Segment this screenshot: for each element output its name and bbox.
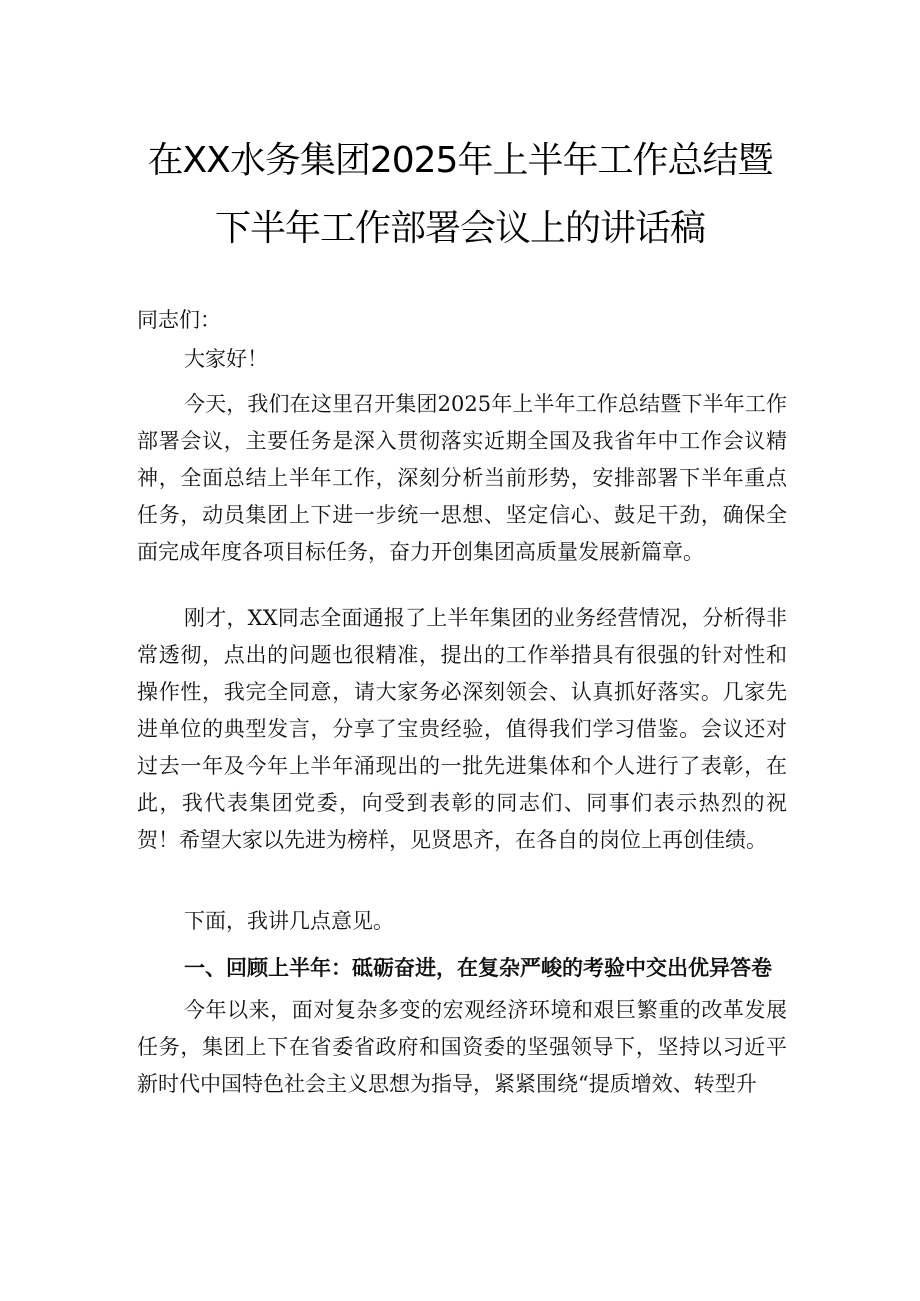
document-title-line-2: 下半年工作部署会议上的讲话稿 bbox=[214, 208, 705, 249]
salutation: 同志们： bbox=[137, 308, 221, 332]
section-heading-1: 一、回顾上半年：砥砺奋进，在复杂严峻的考验中交出优异答卷 bbox=[184, 955, 772, 980]
paragraph-transition: 下面，我讲几点意见。 bbox=[184, 909, 394, 933]
document-title-line-1: 在XX水务集团2025年上半年工作总结暨 bbox=[147, 140, 773, 181]
paragraph-commendation: 刚才，XX同志全面通报了上半年集团的业务经营情况，分析得非常透彻，点出的问题也很精准，提出的工作举措具有很强的针对性和操作性，我完全同意，请大家务必深刻领会、认真抓好落实。几家先进单位的典型发言，分享了宝贵经验，值得我们学习借鉴。会议还对过去一年及今年上半年涌现出的一批先进集体和个人进行了表彰，在此，我代表集团党委，向受到表彰的同志们、同事们表示热烈的祝贺！希望大家以先进为榜样，见贤思齐，在各自的岗位上再创佳绩。 bbox=[137, 606, 787, 852]
paragraph-greeting: 大家好！ bbox=[184, 347, 268, 371]
paragraph-opening: 今天，我们在这里召开集团2025年上半年工作总结暨下半年工作部署会议，主要任务是深入贯彻落实近期全国及我省年中工作会议精神，全面总结上半年工作，深刻分析当前形势，安排部署下半年重点任务，动员集团上下进一步统一思想、坚定信心、鼓足干劲，确保全面完成年度各项目标任务，奋力开创集团高质量发展新篇章。 bbox=[137, 392, 787, 564]
paragraph-review: 今年以来，面对复杂多变的宏观经济环境和艰巨繁重的改革发展任务，集团上下在省委省政府和国资委的坚强领导下，坚持以习近平新时代中国特色社会主义思想为指导，紧紧围绕“提质增效、转型升 bbox=[137, 998, 787, 1096]
